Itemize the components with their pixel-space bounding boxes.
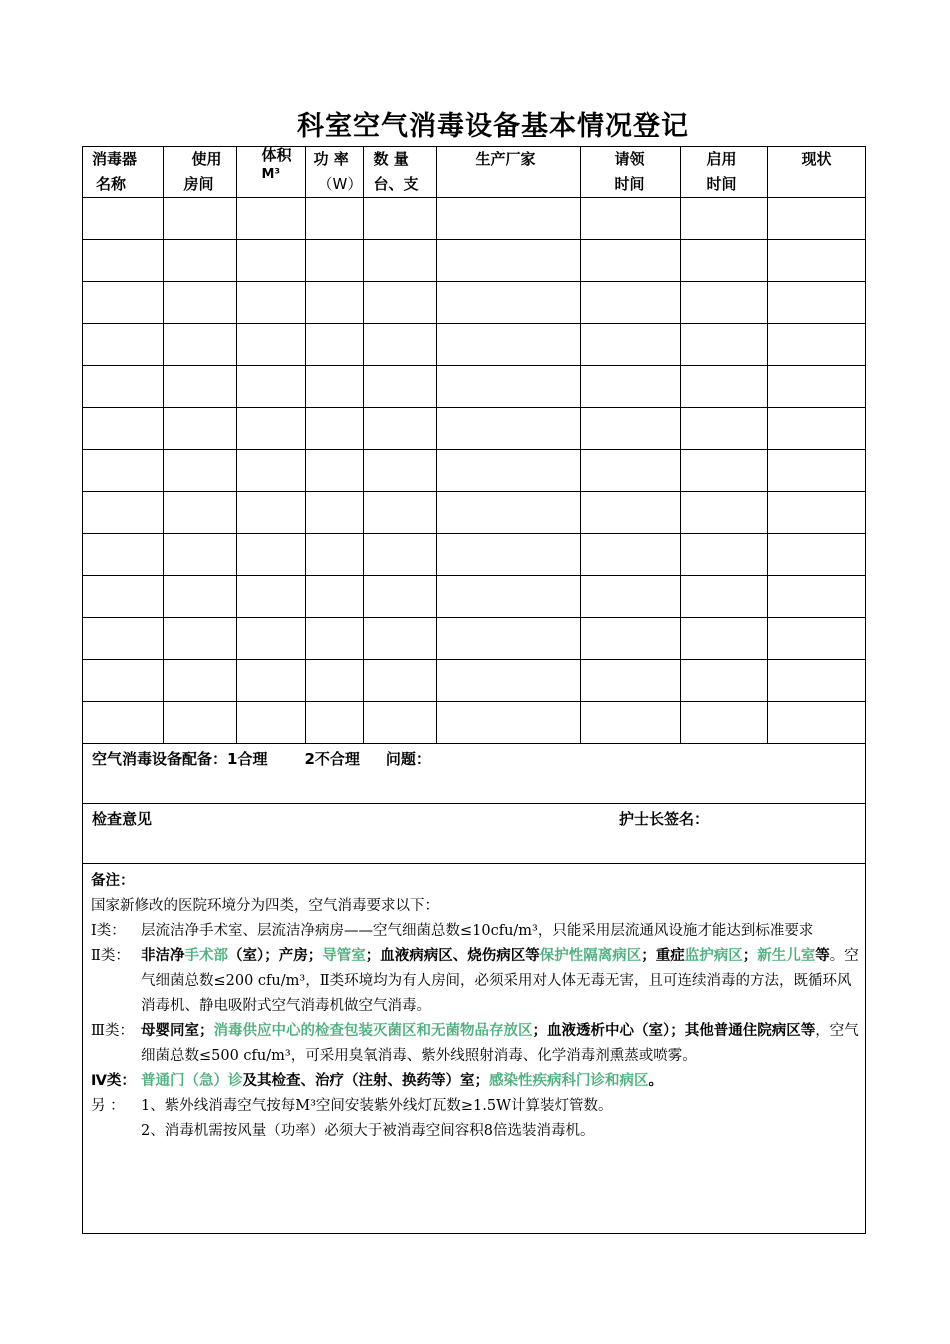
- table-cell[interactable]: [305, 408, 363, 450]
- table-cell[interactable]: [363, 492, 436, 534]
- table-cell[interactable]: [236, 324, 305, 366]
- header-quantity: 数 量 台、支: [363, 147, 436, 198]
- notes-intro: 国家新修改的医院环境分为四类，空气消毒要求以下：: [91, 898, 439, 914]
- table-cell[interactable]: [363, 324, 436, 366]
- table-cell[interactable]: [363, 450, 436, 492]
- table-row: [83, 576, 865, 618]
- table-cell[interactable]: [767, 618, 865, 660]
- table-cell[interactable]: [580, 324, 680, 366]
- table-cell[interactable]: [436, 702, 580, 744]
- table-row: [83, 450, 865, 492]
- table-cell[interactable]: [236, 408, 305, 450]
- equipment-table: [83, 147, 865, 744]
- table-row: [83, 240, 865, 282]
- table-cell[interactable]: [363, 282, 436, 324]
- table-cell[interactable]: [363, 240, 436, 282]
- table-cell[interactable]: [163, 660, 236, 702]
- table-cell[interactable]: [83, 660, 163, 702]
- table-cell[interactable]: [436, 282, 580, 324]
- table-cell[interactable]: [680, 324, 767, 366]
- header-device-name: 消毒器 名称: [83, 147, 163, 198]
- table-cell[interactable]: [236, 660, 305, 702]
- table-cell[interactable]: [580, 660, 680, 702]
- table-cell[interactable]: [83, 408, 163, 450]
- page-title: 科室空气消毒设备基本情况登记: [297, 111, 689, 142]
- table-body: [83, 198, 865, 744]
- table-cell[interactable]: [83, 450, 163, 492]
- table-cell[interactable]: [163, 450, 236, 492]
- table-cell[interactable]: [305, 492, 363, 534]
- table-cell[interactable]: [163, 366, 236, 408]
- table-cell[interactable]: [680, 408, 767, 450]
- table-cell[interactable]: [580, 702, 680, 744]
- table-cell[interactable]: [163, 198, 236, 240]
- table-cell[interactable]: [305, 282, 363, 324]
- class-4-note: Ⅳ类： 普通门（急）诊及其检查、治疗（注射、换药等）室；感染性疾病科门诊和病区。: [91, 1073, 663, 1089]
- table-cell[interactable]: [436, 450, 580, 492]
- table-cell[interactable]: [436, 324, 580, 366]
- table-cell[interactable]: [580, 534, 680, 576]
- table-cell[interactable]: [436, 240, 580, 282]
- table-row: [83, 408, 865, 450]
- table-cell[interactable]: [680, 618, 767, 660]
- table-row: [83, 618, 865, 660]
- table-cell[interactable]: [436, 660, 580, 702]
- table-cell[interactable]: [767, 366, 865, 408]
- table-cell[interactable]: [767, 492, 865, 534]
- table-cell[interactable]: [305, 534, 363, 576]
- table-cell[interactable]: [363, 534, 436, 576]
- class-1-note: Ⅰ类： 层流洁净手术室、层流洁净病房——空气细菌总数≤10cfu/m³，只能采用层流通风设施才能达到标准要求: [91, 923, 814, 939]
- extra-note-2: 2、消毒机需按风量（功率）必须大于被消毒空间容积8倍选装消毒机。: [141, 1123, 595, 1139]
- table-cell[interactable]: [305, 618, 363, 660]
- table-cell[interactable]: [83, 240, 163, 282]
- table-cell[interactable]: [305, 660, 363, 702]
- class-2-note: Ⅱ类： 非洁净手术部（室）；产房；导管室；血液病病区、烧伤病区等保护性隔离病区；重症监护病区；新生儿室等。空气细菌总数≤200 cfu/m³，Ⅱ类环境均为有人房间，必须采用对人体无毒无害，且可连续消毒的方法，既循环风消毒机、静电吸附式空气消毒机做空气消毒。: [91, 948, 859, 1014]
- table-cell[interactable]: [680, 534, 767, 576]
- table-cell[interactable]: [680, 492, 767, 534]
- table-cell[interactable]: [163, 282, 236, 324]
- table-row: [83, 366, 865, 408]
- table-cell[interactable]: [236, 534, 305, 576]
- table-cell[interactable]: [363, 576, 436, 618]
- notes-heading: 备注：: [91, 873, 135, 889]
- header-start-time: 启用 时间: [680, 147, 767, 198]
- table-cell[interactable]: [767, 408, 865, 450]
- table-cell[interactable]: [767, 660, 865, 702]
- table-cell[interactable]: [83, 576, 163, 618]
- table-cell[interactable]: [680, 450, 767, 492]
- table-cell[interactable]: [680, 366, 767, 408]
- table-cell[interactable]: [83, 282, 163, 324]
- table-cell[interactable]: [436, 366, 580, 408]
- table-cell[interactable]: [363, 660, 436, 702]
- table-row: [83, 198, 865, 240]
- table-cell[interactable]: [236, 702, 305, 744]
- table-cell[interactable]: [580, 366, 680, 408]
- table-cell[interactable]: [83, 534, 163, 576]
- table-cell[interactable]: [363, 198, 436, 240]
- table-cell[interactable]: [767, 324, 865, 366]
- table-cell[interactable]: [436, 408, 580, 450]
- table-cell[interactable]: [305, 240, 363, 282]
- table-cell[interactable]: [767, 702, 865, 744]
- table-cell[interactable]: [680, 702, 767, 744]
- table-cell[interactable]: [305, 366, 363, 408]
- table-cell[interactable]: [163, 408, 236, 450]
- allocation-problem-label: 问题：: [385, 750, 431, 768]
- table-cell[interactable]: [163, 240, 236, 282]
- table-cell[interactable]: [363, 702, 436, 744]
- inspection-label: 检查意见: [92, 810, 153, 828]
- table-cell[interactable]: [436, 534, 580, 576]
- allocation-option-reasonable[interactable]: 1合理: [227, 750, 268, 768]
- table-cell[interactable]: [236, 240, 305, 282]
- table-cell[interactable]: [236, 198, 305, 240]
- table-cell[interactable]: [680, 198, 767, 240]
- table-cell[interactable]: [83, 366, 163, 408]
- table-cell[interactable]: [83, 618, 163, 660]
- table-cell[interactable]: [680, 282, 767, 324]
- header-power: 功 率 （W）: [305, 147, 363, 198]
- table-cell[interactable]: [436, 618, 580, 660]
- table-cell[interactable]: [580, 408, 680, 450]
- header-volume: 体积 M³: [236, 147, 305, 198]
- table-cell[interactable]: [767, 198, 865, 240]
- nurse-signature-label: 护士长签名：: [619, 810, 710, 828]
- table-cell[interactable]: [680, 240, 767, 282]
- table-cell[interactable]: [83, 492, 163, 534]
- table-cell[interactable]: [236, 492, 305, 534]
- table-cell[interactable]: [580, 576, 680, 618]
- table-cell[interactable]: [305, 198, 363, 240]
- table-cell[interactable]: [236, 366, 305, 408]
- table-cell[interactable]: [305, 576, 363, 618]
- table-row: [83, 282, 865, 324]
- table-cell[interactable]: [163, 618, 236, 660]
- table-cell[interactable]: [767, 534, 865, 576]
- header-status: 现状: [767, 147, 865, 198]
- inspection-section: [83, 803, 865, 864]
- extra-note-1: 另 ： 1、紫外线消毒空气按每M³空间安装紫外线灯瓦数≥1.5W计算装灯管数。: [91, 1098, 613, 1114]
- table-cell[interactable]: [163, 576, 236, 618]
- table-row: [83, 324, 865, 366]
- table-cell[interactable]: [236, 282, 305, 324]
- table-row: [83, 702, 865, 744]
- table-cell[interactable]: [580, 282, 680, 324]
- table-cell[interactable]: [363, 618, 436, 660]
- table-cell[interactable]: [680, 660, 767, 702]
- table-cell[interactable]: [363, 408, 436, 450]
- notes-section: [83, 863, 865, 1236]
- table-cell[interactable]: [83, 324, 163, 366]
- table-cell[interactable]: [305, 450, 363, 492]
- table-cell[interactable]: [580, 450, 680, 492]
- table-cell[interactable]: [767, 450, 865, 492]
- table-cell[interactable]: [236, 618, 305, 660]
- header-room: 使用 房间: [163, 147, 236, 198]
- table-cell[interactable]: [305, 324, 363, 366]
- table-cell[interactable]: [305, 702, 363, 744]
- table-cell[interactable]: [236, 450, 305, 492]
- table-cell[interactable]: [767, 240, 865, 282]
- table-cell[interactable]: [163, 492, 236, 534]
- table-cell[interactable]: [580, 198, 680, 240]
- table-cell[interactable]: [83, 198, 163, 240]
- table-cell[interactable]: [236, 576, 305, 618]
- table-cell[interactable]: [580, 240, 680, 282]
- class-3-note: Ⅲ类： 母婴同室；消毒供应中心的检查包装灭菌区和无菌物品存放区；血液透析中心（室）；其他普通住院病区等，空气细菌总数≤500 cfu/m³，可采用臭氧消毒、紫外线照射消毒、化学消毒剂熏蒸或喷雾。: [91, 1023, 859, 1064]
- table-cell[interactable]: [363, 366, 436, 408]
- table-row: [83, 492, 865, 534]
- table-row: [83, 534, 865, 576]
- table-cell[interactable]: [767, 282, 865, 324]
- allocation-label: 空气消毒设备配备：: [92, 750, 228, 768]
- registration-form: [82, 146, 866, 1234]
- table-header-row: [83, 147, 865, 198]
- header-request-time: 请领 时间: [580, 147, 680, 198]
- table-cell[interactable]: [163, 324, 236, 366]
- table-cell[interactable]: [580, 618, 680, 660]
- table-cell[interactable]: [580, 492, 680, 534]
- table-cell[interactable]: [680, 576, 767, 618]
- allocation-section: [83, 743, 865, 804]
- header-manufacturer: 生产厂家: [436, 147, 580, 198]
- table-cell[interactable]: [83, 702, 163, 744]
- table-cell[interactable]: [436, 492, 580, 534]
- table-cell[interactable]: [163, 702, 236, 744]
- table-row: [83, 660, 865, 702]
- table-cell[interactable]: [436, 198, 580, 240]
- allocation-option-unreasonable[interactable]: 2不合理: [304, 750, 360, 768]
- table-cell[interactable]: [163, 534, 236, 576]
- table-cell[interactable]: [767, 576, 865, 618]
- table-cell[interactable]: [436, 576, 580, 618]
